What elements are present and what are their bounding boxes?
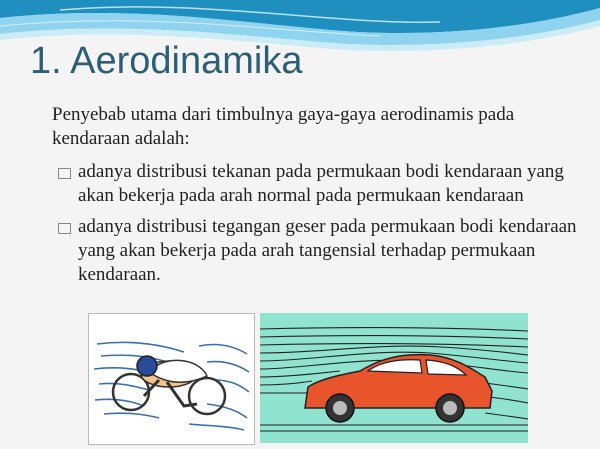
cyclist-illustration [88,313,255,445]
bullet-box-icon [58,223,71,234]
car-airflow-illustration [260,313,528,443]
bullet-list [58,160,598,294]
intro-text: Penyebab utama dari timbulnya gaya-gaya aerodinamis pada kendaraan adalah: [52,104,515,149]
bullet-box-icon [58,168,71,179]
list-item [58,215,598,287]
slide-title: 1. Aerodinamika [30,40,303,82]
bullet-text: adanya distribusi tegangan geser pada permukaan bodi kendaraan yang akan bekerja pada arah tangensial terhadap permukaan kendaraan. [78,216,577,285]
list-item [58,160,598,208]
bullet-text: adanya distribusi tekanan pada permukaan bodi kendaraan yang akan bekerja pada arah normal pada permukaan kendaraan [78,161,564,206]
